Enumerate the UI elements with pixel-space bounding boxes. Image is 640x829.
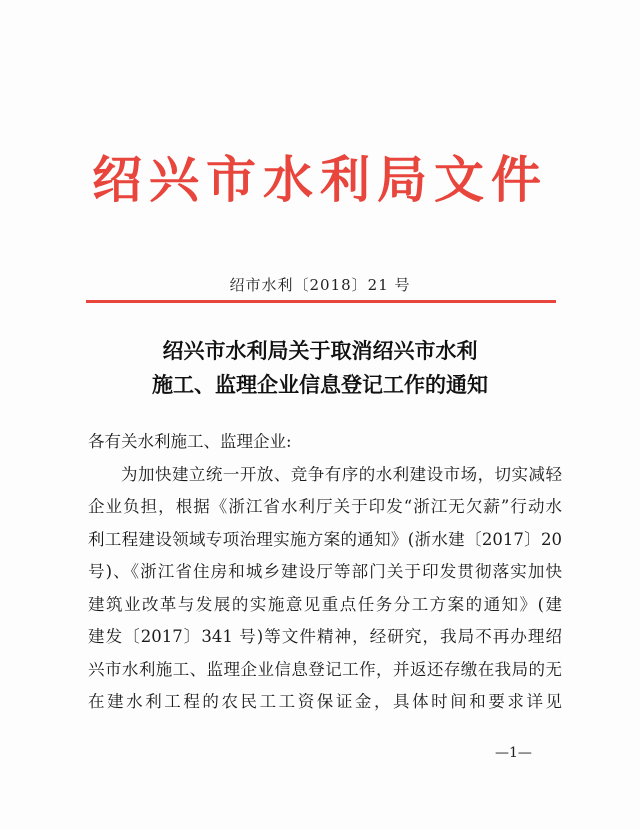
notice-title	[0, 334, 640, 402]
body-line: 建发〔2017〕341 号)等文件精神，经研究，我局不再办理绍	[88, 627, 562, 646]
notice-body	[88, 426, 562, 719]
issuer-header-title: 绍兴市水利局文件	[92, 151, 548, 209]
page-number: —1—	[495, 745, 532, 761]
notice-title-line-2: 施工、监理企业信息登记工作的通知	[152, 373, 488, 397]
body-line: 企业负担，根据《浙江省水利厅关于印发“浙江无欠薪”行动水	[88, 497, 562, 516]
salutation: 各有关水利施工、监理企业:	[88, 432, 292, 451]
body-line: 建筑业改革与发展的实施意见重点任务分工方案的通知》(建	[88, 594, 562, 614]
body-line: 为加快建立统一开放、竞争有序的水利建设市场，切实减轻	[121, 464, 562, 484]
body-line: 利工程建设领域专项治理实施方案的通知》(浙水建〔2017〕20	[88, 529, 562, 549]
body-line: 兴市水利施工、监理企业信息登记工作，并返还存缴在我局的无	[88, 659, 562, 679]
red-divider-line	[86, 300, 556, 303]
body-line: 号)、《浙江省住房和城乡建设厅等部门关于印发贯彻落实加快	[88, 562, 562, 581]
document-number: 绍市水利〔2018〕21 号	[229, 276, 411, 294]
body-line: 在建水利工程的农民工工资保证金，具体时间和要求详见	[88, 692, 562, 711]
notice-title-line-1: 绍兴市水利局关于取消绍兴市水利	[162, 339, 478, 363]
